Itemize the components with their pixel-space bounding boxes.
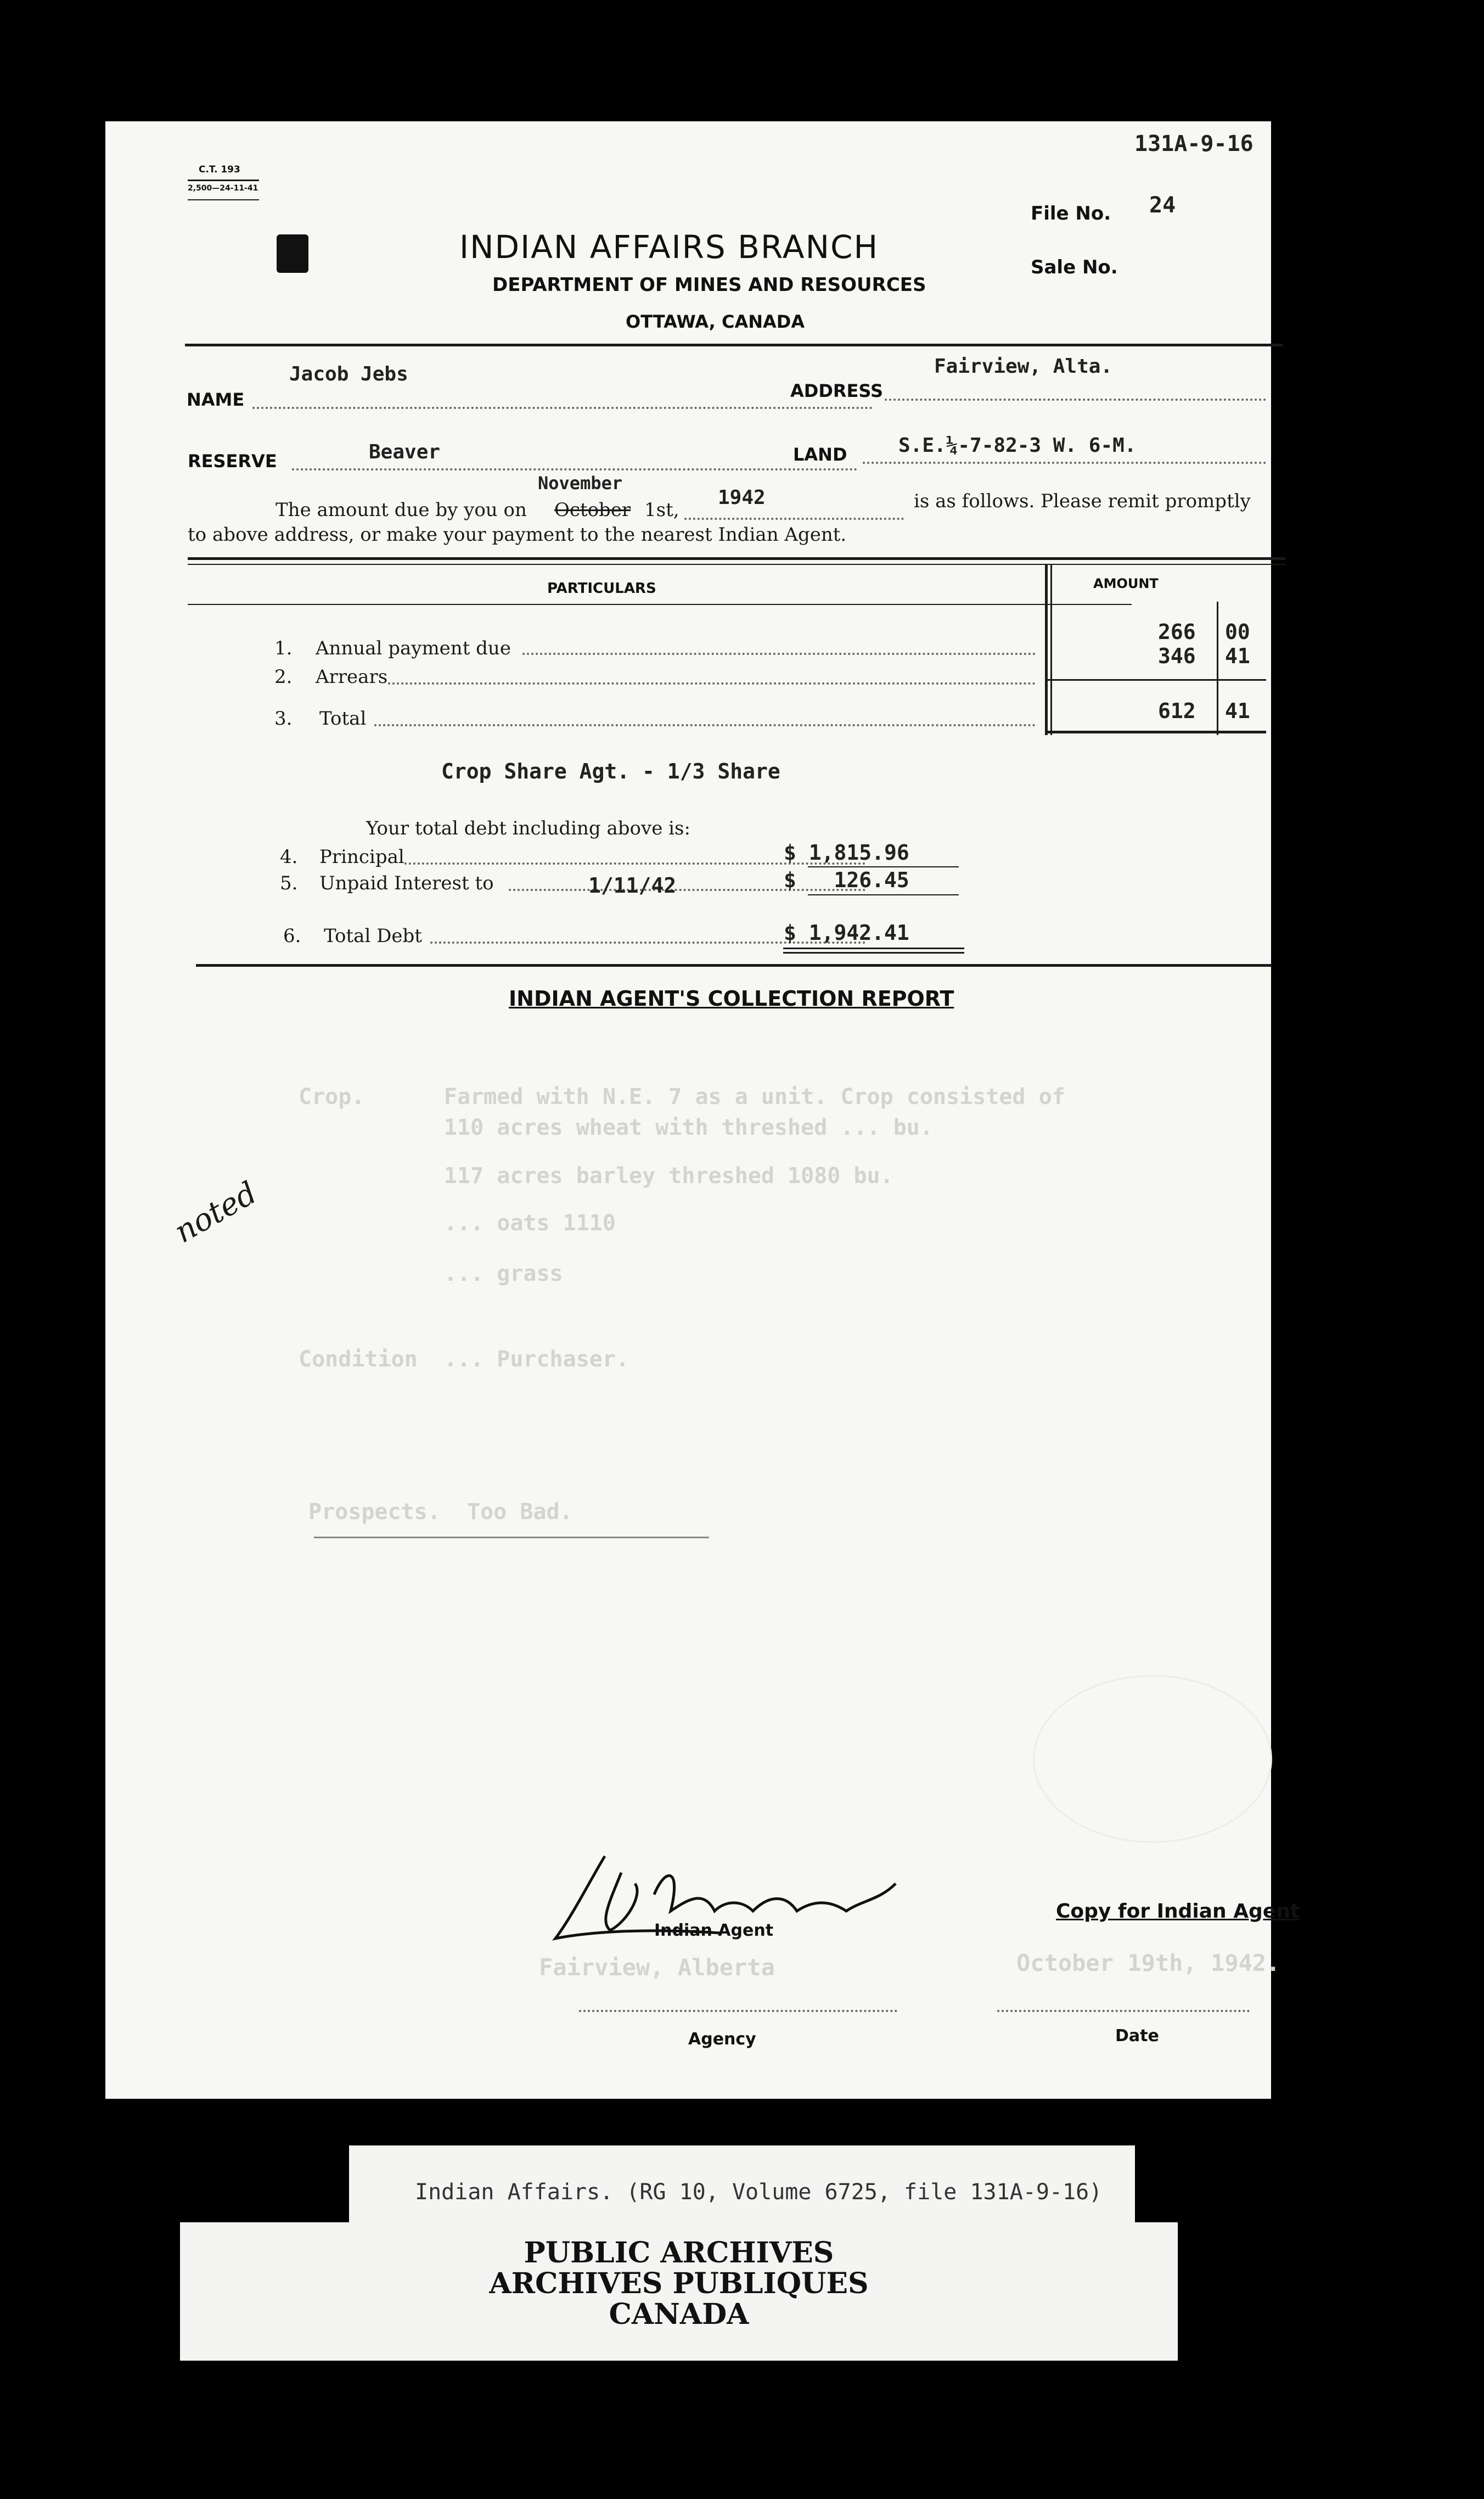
notice-line-2: to above address, or make your payment to the nearest Indian Agent.	[188, 524, 847, 546]
name-value: Jacob Jebs	[289, 363, 408, 385]
form-code: C.T. 193	[199, 164, 240, 175]
form-title: INDIAN AFFAIRS BRANCH	[459, 228, 879, 266]
form-print-code: 2,500—24-11-41	[188, 184, 258, 193]
name-label: NAME	[187, 389, 245, 410]
faint-report-line: 117 acres barley threshed 1080 bu.	[299, 1163, 893, 1189]
total-debt-value: $ 1,942.41	[784, 921, 909, 945]
faint-report-line: Crop. Farmed with N.E. 7 as a unit. Crop consisted of	[299, 1084, 1065, 1110]
date-label: Date	[1115, 2026, 1159, 2046]
particulars-header: PARTICULARS	[547, 580, 656, 597]
archive-line-3: CANADA	[609, 2298, 749, 2331]
date-value: October 19th, 1942.	[1016, 1949, 1280, 1976]
total-debt-label: Total Debt	[324, 925, 422, 947]
notice-year: 1942	[718, 486, 766, 509]
handwritten-note: noted	[168, 1175, 263, 1251]
archive-label-strip	[180, 2222, 1178, 2361]
annual-payment-cents: 00	[1225, 620, 1250, 644]
notice-suffix: is as follows. Please remit promptly	[914, 490, 1251, 512]
total-cents: 41	[1225, 699, 1250, 723]
notice-month-struck: October	[554, 499, 631, 521]
form-sheet: C.T. 193 2,500—24-11-41 INDIAN AFFAIRS BRANCH DEPARTMENT OF MINES AND RESOURCES OTTAWA, CANADA File No. 131A-9-16 Sale No. 24 NAME Jacob Jebs ADDRESS Fairview, Alta. RESERVE Beaver LAND S.E.¼-7-82-3 W. 6-M. November The amount due by you on October 1st, 1942 is as follows. Please remit promptly to above address, or make your payment to the nearest Indian Agent. PARTICULARS AMOUNT 1. Annual payment due 266 00 2. Arrears 346 41 3. Total 612 41 Crop Share Agt. - 1/3 Share Your total debt including above is: 4. Principal $ 1,815.96 5. Unpaid Interest to 1/11/42 $ 126.45 6. Total Debt $ 1,942.41 INDIAN AGENT'S COLLECTION REPORT noted Crop. Farmed with N.E. 7 as a unit. Crop consisted of 110 acres wheat with threshed ... bu. 117 acres barley threshed 1080 bu. ... oats 1110 ... grass Condition ... Purchaser. Prospects. Too Bad. Indian Agent Fairview, Alberta Agency Copy for Indian Agent October 19th, 1942. Date	[105, 121, 1271, 2099]
address-label: ADDRESS	[790, 380, 884, 401]
total-dollars: 612	[1158, 699, 1196, 723]
faint-report-line: Prospects. Too Bad.	[308, 1499, 573, 1525]
unpaid-interest-value: $ 126.45	[784, 868, 909, 892]
address-value: Fairview, Alta.	[934, 355, 1113, 378]
faint-report-line: 110 acres wheat with threshed ... bu.	[299, 1115, 933, 1140]
notice-month-inserted: November	[538, 473, 623, 494]
faint-report-line: Condition ... Purchaser.	[299, 1347, 629, 1372]
sale-no-label: Sale No.	[1031, 256, 1118, 278]
amount-header: AMOUNT	[1093, 576, 1159, 591]
department-name: DEPARTMENT OF MINES AND RESOURCES	[492, 274, 926, 296]
reserve-value: Beaver	[369, 441, 441, 463]
arrears-cents: 41	[1225, 644, 1250, 668]
file-no-label: File No.	[1031, 203, 1111, 225]
notice-prefix: The amount due by you on	[276, 499, 527, 521]
citation-strip	[349, 2145, 1135, 2222]
copy-for-agent-label: Copy for Indian Agent	[1056, 1900, 1300, 1923]
debt-intro: Your total debt including above is:	[366, 817, 690, 839]
city-name: OTTAWA, CANADA	[626, 311, 805, 332]
unpaid-interest-label: Unpaid Interest to	[319, 872, 494, 894]
faint-report-line: ... oats 1110	[299, 1211, 616, 1236]
agency-value: Fairview, Alberta	[539, 1954, 775, 1981]
collection-report-title: INDIAN AGENT'S COLLECTION REPORT	[509, 987, 954, 1011]
principal-label: Principal	[319, 846, 404, 868]
principal-value: $ 1,815.96	[784, 841, 909, 865]
file-no-value: 131A-9-16	[1134, 131, 1253, 156]
archive-stamp	[1033, 1675, 1272, 1843]
citation-text: Indian Affairs. (RG 10, Volume 6725, file 131A-9-16)	[415, 2179, 1103, 2205]
land-value: S.E.¼-7-82-3 W. 6-M.	[898, 434, 1137, 457]
unpaid-interest-date: 1/11/42	[588, 873, 677, 898]
annual-payment-dollars: 266	[1158, 620, 1196, 644]
notice-day: 1st,	[644, 499, 679, 521]
land-label: LAND	[793, 444, 847, 465]
black-mark	[277, 234, 308, 273]
total-label: Total	[319, 708, 367, 730]
annual-payment-label: Annual payment due	[316, 637, 511, 659]
sale-no-value: 24	[1149, 193, 1176, 218]
archive-line-2: ARCHIVES PUBLIQUES	[489, 2267, 869, 2300]
faint-report-line: ... grass	[299, 1261, 563, 1286]
reserve-label: RESERVE	[188, 451, 277, 472]
archive-label	[180, 2238, 1178, 2330]
agency-label: Agency	[688, 2030, 756, 2049]
arrears-label: Arrears	[316, 666, 388, 688]
indian-agent-label: Indian Agent	[654, 1921, 774, 1940]
arrears-dollars: 346	[1158, 644, 1196, 668]
crop-share-agreement: Crop Share Agt. - 1/3 Share	[441, 759, 780, 783]
archive-line-1: PUBLIC ARCHIVES	[524, 2236, 834, 2270]
